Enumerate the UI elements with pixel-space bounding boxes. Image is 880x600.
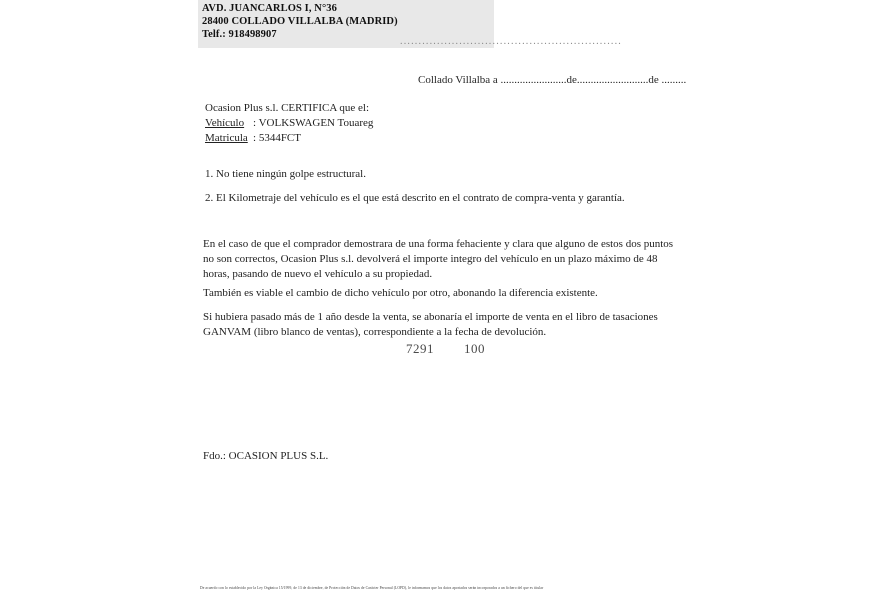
clause-item-1: 1. No tiene ningún golpe estructural.: [205, 168, 366, 180]
plate-label: Matricula: [205, 132, 248, 144]
letterhead-address-line: AVD. JUANCARLOS I, N°36: [202, 3, 337, 14]
letterhead-dotted-rule: ............................................................: [400, 36, 622, 47]
footer-legal-notice: De acuerdo con lo establecido por la Ley Orgánica 15/1999, de 13 de diciembre, de Protección de Datos de Carácter Personal (LOPD), le informamos que los datos aportados serán incorporados a un fichero del que es titular: [200, 586, 544, 590]
letterhead-city-line: 28400 COLLADO VILLALBA (MADRID): [202, 16, 398, 27]
handwritten-value-1: 7291: [406, 341, 434, 356]
place-and-date-line: Collado Villalba a ........................de..........................de .........: [418, 74, 687, 86]
certifies-line: Ocasion Plus s.l. CERTIFICA que el:: [205, 102, 370, 114]
paragraph-refund-terms: En el caso de que el comprador demostrara de una forma fehaciente y clara que alguno de estos dos puntos no son correctos, Ocasion Plus s.l. devolverá el importe integro del vehículo en un plazo máximo de 48 horas, pasando de nuevo el vehículo a su propiedad.: [203, 238, 674, 280]
paragraph-exchange-option: También es viable el cambio de dicho vehículo por otro, abonando la diferencia existente.: [203, 287, 598, 299]
paragraph-ganvam-valuation: Si hubiera pasado más de 1 año desde la venta, se abonaría el importe de venta en el libro de tasaciones GANVAM (libro blanco de ventas), correspondiente a la fecha de devolución.: [203, 311, 658, 338]
plate-value: 5344FCT: [258, 132, 301, 144]
plate-row: [205, 131, 635, 146]
handwritten-value-2: 100: [464, 341, 485, 356]
plate-separator: :: [253, 132, 259, 144]
vehicle-label: Vehículo: [205, 117, 245, 129]
vehicle-row: [205, 116, 635, 131]
vehicle-value: VOLKSWAGEN Touareg: [258, 117, 374, 129]
letterhead-phone-line: Telf.: 918498907: [202, 29, 277, 40]
signature-line: Fdo.: OCASION PLUS S.L.: [203, 450, 329, 462]
vehicle-separator: :: [253, 117, 259, 129]
clause-item-2: 2. El Kilometraje del vehículo es el que está descrito en el contrato de compra-venta y garantía.: [205, 192, 625, 204]
